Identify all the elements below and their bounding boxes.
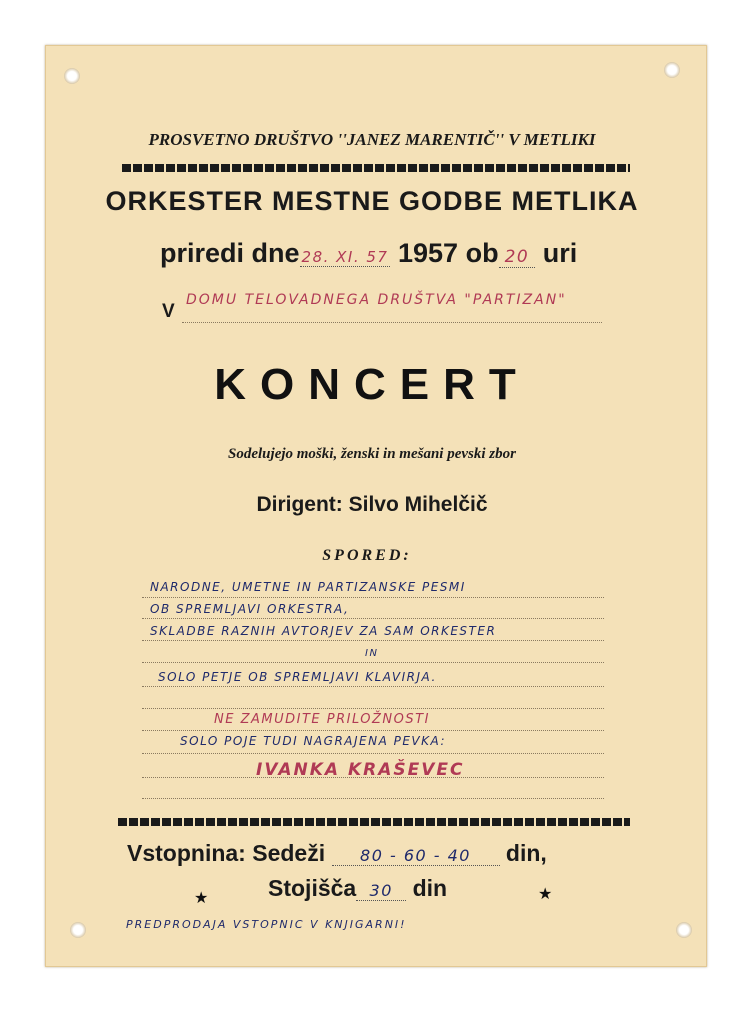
orchestra-heading: ORKESTER MESTNE GODBE METLIKA — [105, 186, 639, 216]
dashed-divider-bottom — [118, 818, 630, 826]
event-year: 1957 — [398, 238, 459, 268]
star-icon: ★ — [194, 890, 209, 907]
presale-note: PREDPRODAJA VSTOPNIC V KNJIGARNI! — [126, 918, 407, 931]
pin-hole — [676, 922, 692, 938]
program-line: SKLADBE RAZNIH AVTORJEV ZA SAM ORKESTER — [150, 624, 497, 638]
program-rule — [142, 753, 604, 754]
program-line: SOLO POJE TUDI NAGRAJENA PEVKA: — [180, 734, 446, 748]
date-prefix: priredi dne — [160, 238, 300, 268]
pin-hole — [64, 68, 80, 84]
program-line: NARODNE, UMETNE IN PARTIZANSKE PESMI — [150, 580, 466, 594]
program-rule — [142, 597, 604, 598]
standing-currency: din — [412, 875, 448, 901]
soloist-name: IVANKA KRAŠEVEC — [256, 760, 465, 780]
handwritten-date: 28. XI. 57 — [301, 248, 389, 266]
standing-line — [268, 875, 447, 902]
admission-label: Vstopnina: — [127, 840, 246, 866]
pin-hole — [70, 922, 86, 938]
dashed-divider-top — [122, 164, 630, 172]
venue-rule — [182, 322, 602, 323]
time-ob: ob — [465, 238, 499, 268]
time-uri: uri — [542, 238, 578, 268]
handwritten-hour: 20 — [499, 247, 536, 268]
handwritten-venue: DOMU TELOVADNEGA DRUŠTVA "PARTIZAN" — [186, 292, 567, 308]
program-heading: SPORED: — [322, 547, 412, 564]
participants-line: Sodelujejo moški, ženski in mešani pevski zbor — [228, 446, 516, 462]
star-icon: ★ — [538, 886, 553, 903]
standing-label: Stojišča — [268, 875, 357, 901]
standing-price: 30 — [356, 881, 406, 901]
program-line: OB SPREMLJAVI ORKESTRA, — [150, 602, 350, 616]
seats-currency: din, — [505, 840, 547, 866]
seats-price: 80 - 60 - 40 — [332, 846, 500, 866]
seats-label: Sedeži — [252, 840, 326, 866]
program-line: SOLO PETJE OB SPREMLJAVI KLAVIRJA. — [158, 670, 437, 684]
program-rule — [142, 708, 604, 709]
admission-line — [127, 840, 547, 867]
concert-title: KONCERT — [214, 360, 530, 409]
program-rule — [142, 662, 604, 663]
program-rule — [142, 618, 604, 619]
program-line: NE ZAMUDITE PRILOŽNOSTI — [214, 712, 430, 727]
pin-hole — [664, 62, 680, 78]
program-rule — [142, 686, 604, 687]
program-line: IN — [365, 648, 379, 659]
society-heading: PROSVETNO DRUŠTVO ''JANEZ MARENTIČ'' V METLIKI — [148, 130, 596, 149]
program-rule — [142, 640, 604, 641]
conductor-line: Dirigent: Silvo Mihelčič — [256, 493, 488, 516]
program-rule — [142, 798, 604, 799]
program-rule — [142, 730, 604, 731]
venue-prefix: V — [162, 301, 175, 322]
event-date-line — [160, 238, 577, 269]
